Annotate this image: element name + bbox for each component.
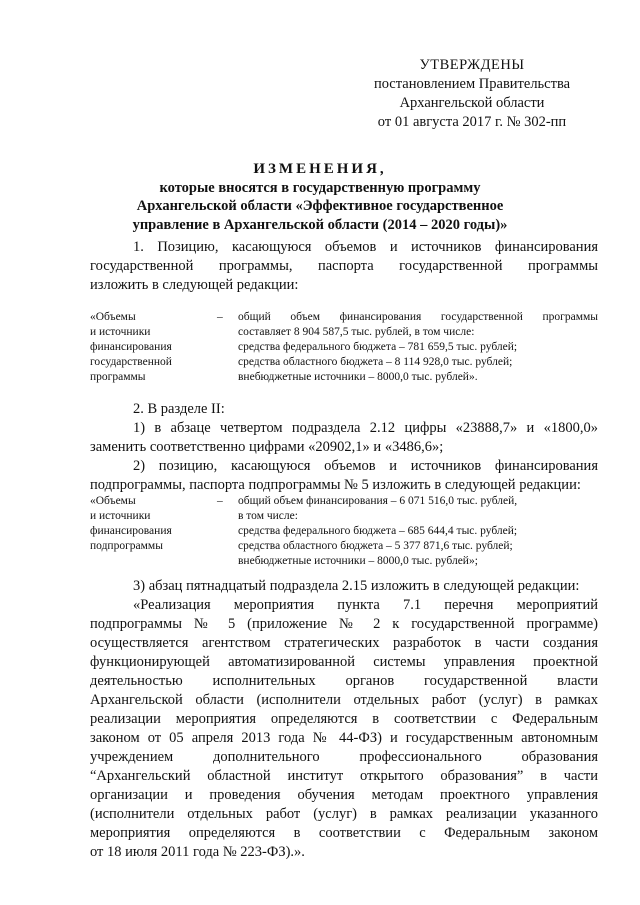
approval-stamp	[372, 56, 572, 132]
approval-region: Архангельской области	[399, 95, 545, 111]
table-left-cell: финансирования	[90, 341, 172, 353]
title-line: управление в Архангельской области (2014 – 2020 годы)»	[132, 216, 508, 233]
section-3-line: деятельностью исполнительных органов государственной власти	[90, 673, 598, 689]
table-right-column	[238, 310, 598, 385]
section-3-heading: 3) абзац пятнадцатый подраздела 2.15 изложить в следующей редакции:	[133, 578, 580, 594]
table-right-cell: общий объем финансирования – 6 071 516,0 тыс. рублей,	[238, 495, 518, 507]
table-left-column	[90, 310, 190, 385]
table-left-column	[90, 494, 190, 554]
table-left-cell: и источники	[90, 510, 151, 522]
section-3-line: подпрограммы № 5 (приложение № 2 к государственной программе)	[90, 616, 598, 632]
table-dash: –	[217, 495, 223, 507]
section-1	[90, 238, 598, 295]
approval-authority: постановлением Правительства	[373, 76, 571, 92]
section-3-line: (исполнители отдельных работ (услуг) в рамках реализации указанного	[90, 806, 598, 822]
section-3	[90, 577, 598, 862]
section-3-line: организации и проведения обучения методам проектного управления	[90, 787, 598, 803]
title-line: которые вносятся в государственную программу	[159, 179, 481, 196]
table-right-cell: средства областного бюджета – 5 377 871,6 тыс. рублей;	[238, 540, 513, 552]
section-2-line: 2) позицию, касающуюся объемов и источников финансирования	[133, 458, 598, 474]
financing-table-program	[90, 310, 598, 388]
table-left-cell: «Объемы	[90, 495, 136, 507]
table-left-cell: государственной	[90, 356, 172, 368]
table-left-cell: финансирования	[90, 525, 172, 537]
table-right-column	[238, 494, 598, 569]
table-right-cell: средства федерального бюджета – 685 644,4 тыс. рублей;	[238, 525, 518, 537]
section-1-line: изложить в следующей редакции:	[90, 277, 299, 293]
approval-date-number: от 01 августа 2017 г. № 302-пп	[377, 114, 567, 130]
table-right-cell: в том числе:	[238, 510, 298, 522]
approval-title: УТВЕРЖДЕНЫ	[419, 57, 525, 73]
table-right-cell: составляет 8 904 587,5 тыс. рублей, в том числе:	[238, 326, 475, 338]
document-title	[90, 160, 550, 234]
section-3-line: функционирующей автоматизированной системы управления проектной	[90, 654, 598, 670]
section-2	[90, 400, 598, 495]
title-heading: ИЗМЕНЕНИЯ,	[253, 161, 387, 177]
section-3-line: Архангельской области (исполнители отдельных работ (услуг) в рамках	[90, 692, 598, 708]
table-right-cell: средства областного бюджета – 8 114 928,0 тыс. рублей;	[238, 356, 513, 368]
title-line: Архангельской области «Эффективное государственное	[136, 198, 504, 214]
section-3-line: учреждением дополнительного профессионального образования	[90, 749, 598, 765]
financing-table-subprogram	[90, 494, 598, 572]
section-3-line: мероприятия определяются в соответствии с Федеральным законом	[90, 825, 598, 841]
table-left-cell: «Объемы	[90, 311, 136, 323]
section-3-line: реализации мероприятия определяются в соответствии с Федеральным	[90, 711, 598, 727]
section-1-line: государственной программы, паспорта государственной программы	[90, 258, 598, 274]
section-3-line: «Реализация мероприятия пункта 7.1 перечня мероприятий	[133, 597, 598, 613]
table-right-cell: внебюджетные источники – 8000,0 тыс. рублей».	[238, 371, 478, 383]
table-right-cell: внебюджетные источники – 8000,0 тыс. рублей»;	[238, 555, 478, 567]
section-3-line: осуществляется агентством стратегических разработок в части создания	[90, 635, 598, 651]
table-left-cell: и источники	[90, 326, 151, 338]
section-2-line: 1) в абзаце четвертом подраздела 2.12 цифры «23888,7» и «1800,0»	[133, 420, 598, 436]
table-dash: –	[217, 311, 223, 323]
table-left-cell: подпрограммы	[90, 540, 163, 552]
section-3-line: “Архангельский областной институт открытого образования” в части	[90, 768, 598, 784]
table-left-cell: программы	[90, 371, 146, 383]
section-3-line: законом от 05 апреля 2013 года № 44-ФЗ) и государственным автономным	[90, 730, 598, 746]
table-right-cell: средства федерального бюджета – 781 659,5 тыс. рублей;	[238, 341, 518, 353]
section-2-line: подпрограммы, паспорта подпрограммы № 5 изложить в следующей редакции:	[90, 477, 581, 493]
section-3-last-line: от 18 июля 2011 года № 223-ФЗ).».	[90, 844, 305, 860]
table-right-cell: общий объем финансирования государственной программы	[238, 311, 598, 323]
section-1-line: 1. Позицию, касающуюся объемов и источников финансирования	[133, 239, 598, 255]
section-2-heading: 2. В разделе II:	[133, 401, 225, 417]
section-2-line: заменить соответственно цифрами «20902,1» и «3486,6»;	[90, 439, 444, 455]
